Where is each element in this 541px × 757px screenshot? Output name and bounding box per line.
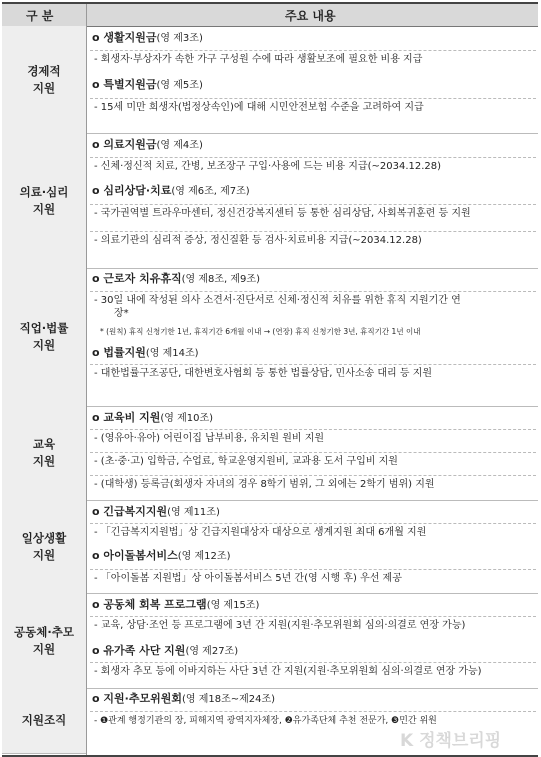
- item-title: o 긴급복지지원: [92, 505, 168, 518]
- dashed-separator: [90, 711, 536, 712]
- item-title: o 아이돌봄서비스: [92, 549, 178, 562]
- footnote: * (원칙) 휴직 신청기한 1년, 휴직기간 6개월 이내 → (연장) 휴직 신청기한 3년, 휴직기간 1년 이내: [100, 327, 421, 336]
- category-cell: 의료·심리 지원: [2, 133, 86, 269]
- dashed-separator: [90, 523, 536, 524]
- item-heading: [92, 644, 238, 659]
- item-detail: - 교육, 상담·조언 등 프로그램에 3년 간 지원(지원·추모위원회 심의·의결로 연장 가능): [94, 620, 466, 631]
- dashed-separator: [90, 569, 536, 570]
- item-title: o 지원·추모위원회: [92, 692, 182, 705]
- item-detail: - 의료기관의 심리적 증상, 정신질환 등 검사·치료비용 지급(~2034.12.28): [94, 235, 422, 246]
- item-heading: [92, 505, 220, 520]
- row-divider: [86, 593, 538, 594]
- item-detail: - 국가권역별 트라우마센터, 정신건강복지센터 등 통한 심리상담, 사회복귀훈련 등 지원: [94, 208, 471, 219]
- item-reference: (영 제15조): [206, 600, 260, 611]
- item-reference: (영 제8조, 제9조): [181, 274, 260, 285]
- item-title: o 교육비 지원: [92, 411, 161, 424]
- item-reference: (영 제11조): [167, 507, 220, 518]
- item-title: o 법률지원: [92, 346, 146, 359]
- category-cell: 일상생활 지원: [2, 500, 86, 594]
- item-reference: (영 제3조): [156, 33, 203, 44]
- row-divider: [86, 133, 538, 134]
- row-divider: [86, 268, 538, 269]
- row-divider: [86, 406, 538, 407]
- item-title: o 특별지원금: [92, 78, 157, 91]
- item-reference: (영 제27조): [185, 646, 239, 657]
- item-title: o 근로자 치유휴직: [92, 272, 182, 285]
- item-reference: (영 제18조~제24조): [181, 694, 276, 705]
- category-cell: 공동체·추모 지원: [2, 593, 86, 689]
- dashed-separator: [90, 452, 536, 453]
- dashed-separator: [90, 157, 536, 158]
- item-detail: - 「긴급복지지원법」상 긴급지원대상자 대상으로 생계지원 최대 6개월 지원: [94, 527, 427, 538]
- item-title: o 유가족 사단 지원: [92, 644, 186, 657]
- item-detail: - ❶관계 행정기관의 장, 피해지역 광역지자체장, ❷유가족단체 추천 전문가, ❸민간 위원: [94, 716, 437, 726]
- item-reference: (영 제6조, 제7조): [171, 186, 250, 197]
- dashed-separator: [90, 291, 536, 292]
- item-title: o 심리상담·치료: [92, 184, 172, 197]
- item-reference: (영 제14조): [145, 348, 199, 359]
- item-heading: [92, 184, 250, 199]
- item-detail: 장*: [114, 308, 129, 319]
- item-detail: - 신체·정신적 치료, 간병, 보조장구 구입·사용에 드는 비용 지급(~2034.12.28): [94, 161, 442, 172]
- item-detail: - 30일 내에 작성된 의사 소견서·진단서로 신체·정신적 치유를 위한 휴직 지원기간 연: [94, 295, 461, 306]
- item-detail: - (대학생) 등록금(회생자 자녀의 경우 8학기 범위, 그 외에는 2학기 범위) 지원: [94, 479, 435, 490]
- item-title: o 의료지원금: [92, 138, 157, 151]
- item-title: o 생활지원금: [92, 31, 157, 44]
- row-divider: [86, 500, 538, 501]
- item-heading: [92, 138, 203, 153]
- item-heading: [92, 31, 203, 46]
- item-detail: - 회생자 추모 등에 이바지하는 사단 3년 간 지원(지원·추모위원회 심의·의결로 연장 가능): [94, 666, 482, 677]
- dashed-separator: [90, 50, 536, 51]
- item-reference: (영 제4조): [156, 140, 203, 151]
- category-cell: 지원조직: [2, 688, 86, 754]
- support-table: [2, 2, 538, 757]
- item-heading: [92, 78, 203, 93]
- dashed-separator: [90, 364, 536, 365]
- dashed-separator: [90, 429, 536, 430]
- header-category: 구 분: [26, 9, 54, 23]
- watermark-logo: K 정책브리핑: [400, 731, 502, 751]
- table-header: [2, 4, 538, 27]
- item-heading: [92, 346, 199, 361]
- dashed-separator: [90, 98, 536, 99]
- item-detail: - (영유아·유아) 어린이집 납부비용, 유치원 원비 지원: [94, 433, 325, 444]
- item-detail: - 회생자·부상자가 속한 가구 구성원 수에 따라 생활보조에 필요한 비용 지급: [94, 54, 423, 65]
- category-cell: 교육 지원: [2, 406, 86, 501]
- item-detail: - 15세 미만 희생자(법정상속인)에 대해 시민안전보험 수준을 고려하여 지급: [94, 102, 424, 113]
- item-reference: (영 제10조): [160, 413, 214, 424]
- dashed-separator: [90, 204, 536, 205]
- item-reference: (영 제12조): [177, 551, 231, 562]
- item-detail: - 대한법률구조공단, 대한변호사협회 등 통한 법률상담, 민사소송 대리 등 지원: [94, 368, 433, 379]
- item-heading: [92, 692, 275, 707]
- row-divider: [86, 688, 538, 689]
- item-title: o 공동체 회복 프로그램: [92, 598, 207, 611]
- dashed-separator: [90, 475, 536, 476]
- item-heading: [92, 598, 259, 613]
- item-reference: (영 제5조): [156, 80, 203, 91]
- dashed-separator: [90, 231, 536, 232]
- item-heading: [92, 272, 260, 287]
- item-detail: - 「아이돌봄 지원법」상 아이돌봄서비스 5년 간(영 시행 후) 우선 제공: [94, 573, 402, 584]
- header-content: 주요 내용: [285, 9, 336, 23]
- dashed-separator: [90, 662, 536, 663]
- item-heading: [92, 411, 213, 426]
- item-detail: - (초·중·고) 입학금, 수업료, 학교운영지원비, 교과용 도서 구입비 지원: [94, 456, 398, 467]
- category-cell: 경제적 지원: [2, 26, 86, 134]
- item-heading: [92, 549, 230, 564]
- column-divider: [86, 4, 87, 755]
- dashed-separator: [90, 616, 536, 617]
- category-cell: 직업·법률 지원: [2, 268, 86, 407]
